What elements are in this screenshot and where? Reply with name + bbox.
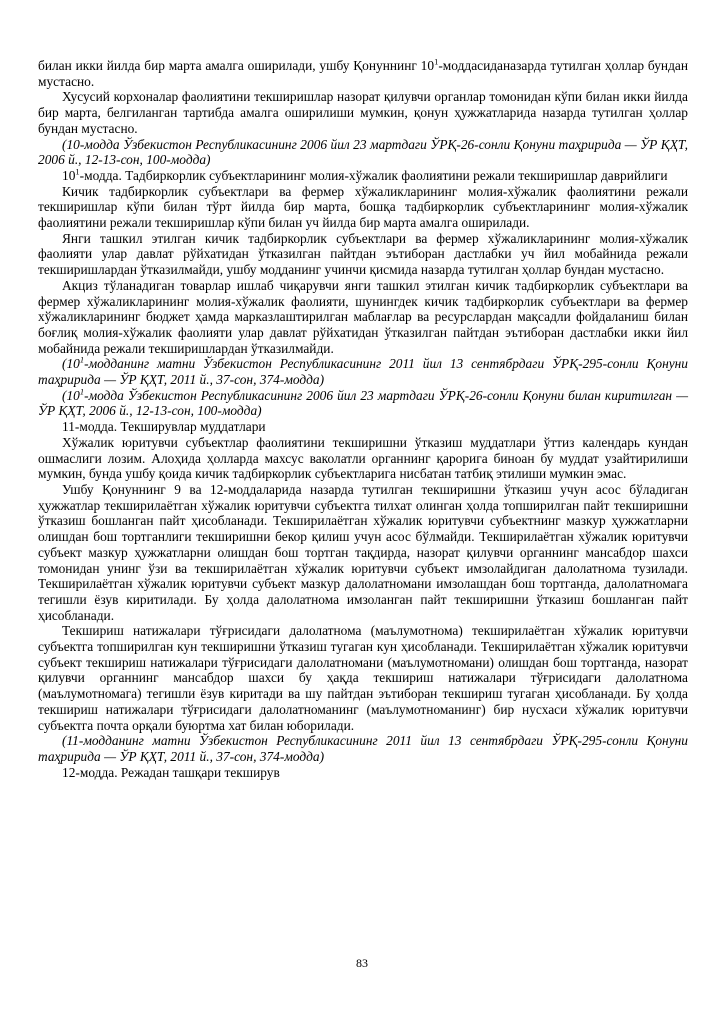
paragraph: Кичик тадбиркорлик субъектлари ва фермер хўжаликларининг молия-хўжалик фаолиятини режали текширишлар кўпи билан тўрт йилда бир марта, бошқа тадбиркорлик субъектларининг молия-хўжалик фаолиятини режали текширишлар кўпи билан уч йилда бир марта амалга оширилади. [38,183,688,231]
document-body [38,58,688,780]
page-number: 83 [356,956,368,970]
article-heading: 11-модда. Текширувлар муддатлари [62,419,266,435]
paragraph: Акциз тўланадиган товарлар ишлаб чиқарувчи янги ташкил этилган кичик тадбиркорлик субъектлари ва фермер хўжаликларининг молия-хўжалик фаолияти, шунингдек кичик тадбиркорлик субъектлари ва фермер хўжаликларининг бюджет ҳамда марказлаштирилган маблағлар ва ресурслардан мақсадли фойдаланиш билан боғлиқ молия-хўжалик фаолияти улар давлат рўйхатидан ўтказилган пайтдан эътиборан дастлабки икки йил мобайнида режали текширишлардан ўтказилмайди. [38,277,688,356]
amendment-note: (10-модда Ўзбекистон Республикасининг 2006 йил 23 мартдаги ЎРҚ-26-сонли Қонуни таҳририда — ЎР ҚҲТ, 2006 й., 12-13-сон, 100-модда) [38,136,688,168]
article-heading: 12-модда. Режадан ташқари текширув [62,764,280,780]
amendment-note: ($10^1$-модданинг матни Ўзбекистон Республикасининг 2011 йил 13 сентябрдаги ЎРҚ-295-сонли Қонуни таҳририда — ЎР ҚҲТ, 2011 й., 37-сон, 374-модда) [38,354,688,388]
paragraph: Янги ташкил этилган кичик тадбиркорлик субъектлари ва фермер хўжаликларининг молия-хўжалик фаолияти улар давлат рўйхатидан ўтказилган пайтдан эътиборан дастлабки уч йил мобайнида режали текширишлардан ўтказилмайди, ушбу модданинг учинчи қисмида назарда тутилган ҳоллар бундан мустасно. [38,230,688,278]
paragraph: Текшириш натижалари тўғрисидаги далолатнома (маълумотнома) текширилаётган хўжалик юритувчи субъектга топширилган кун текширишни ўтказиш тугаган кун ҳисобланади. Текширилаётган хўжалик юритувчи субъект текшириш натижалари тўғрисидаги далолатномани (маълумотномани) олишдан бош тортганда, назорат қилувчи органнинг мансабдор шахси бу ҳақда текшириш натижалари тўғрисидаги далолатнома (маълумотномага) тегишли ёзув киритади ва шу пайтдан эътиборан текшириш тугаган ҳисобланади. Бу ҳолда текшириш натижалари тўғрисидаги далолатноманинг (маълумотноманинг) бир нусхаси хўжалик юритувчи субъектга почта орқали буюртма хат билан юборилади. [38,623,688,733]
amendment-note: ($10^1$-модда Ўзбекистон Республикасининг 2006 йил 23 мартдаги ЎРҚ-26-сонли Қонуни билан киритилган — ЎР ҚҲТ, 2006 й., 12-13-сон, 100-модда) [38,386,688,419]
paragraph: Ушбу Қонуннинг 9 ва 12-моддаларида назарда тутилган текширишни ўтказиш учун асос бўладиган ҳужжатлар текширилаётган хўжалик юритувчи субъектга тилхат олинган ҳолда топширилган пайт текширишни ўтказиш бошланган пайт ҳисобланади. Текширилаётган хўжалик юритувчи субъектнинг мазкур ҳужжатларни олишдан бош тортганлиги текширишни бекор қилиш учун асос бўлмайди. Текширилаётган хўжалик юритувчи субъект мазкур ҳужжатларни олишдан бош тортган тақдирда, назорат қилувчи органнинг мансабдор шахси томонидан унинг ўзи ва текширилаётган хўжалик юритувчи субъект имзолайдиган далолатнома тузилади. Текширилаётган хўжалик юритувчи субъект мазкур далолатномани имзолашдан бош тортганда, далолатномага тегишли ёзув киритилади. Бу ҳолда далолатнома имзоланган пайт текширишни ўтказиш бошланган пайт ҳисобланади. [38,481,688,623]
paragraph: Хусусий корхоналар фаолиятини текширишлар назорат қилувчи органлар томонидан кўпи билан икки йилда бир марта, белгиланган тартибда амалга оширилиши мумкин, қонун ҳужжатларида назарда тутилган ҳоллар бундан мустасно. [38,89,688,136]
paragraph: билан икки йилда бир марта амалга оширилади, ушбу Қонуннинг $10^1$-моддасиданазарда тутилган ҳоллар бундан мустасно. [38,56,688,89]
article-heading: $10^1$-модда. Тадбиркорлик субъектларининг молия-хўжалик фаолиятини режали текширишлар даврийлиги [62,166,668,183]
paragraph: Хўжалик юритувчи субъектлар фаолиятини текширишни ўтказиш муддатлари ўттиз календарь кундан ошмаслиги лозим. Алоҳида ҳолларда махсус ваколатли органнинг қарорига биноан бу муддат узайтирилиши мумкин, бунда ушбу қоида кичик тадбиркорлик субъектларига нисбатан татбиқ этилиши мумкин эмас. [38,434,688,482]
amendment-note: (11-модданинг матни Ўзбекистон Республикасининг 2011 йил 13 сентябрдаги ЎРҚ-295-сонли Қонуни таҳририда — ЎР ҚҲТ, 2011 й., 37-сон, 374-модда) [38,733,688,764]
